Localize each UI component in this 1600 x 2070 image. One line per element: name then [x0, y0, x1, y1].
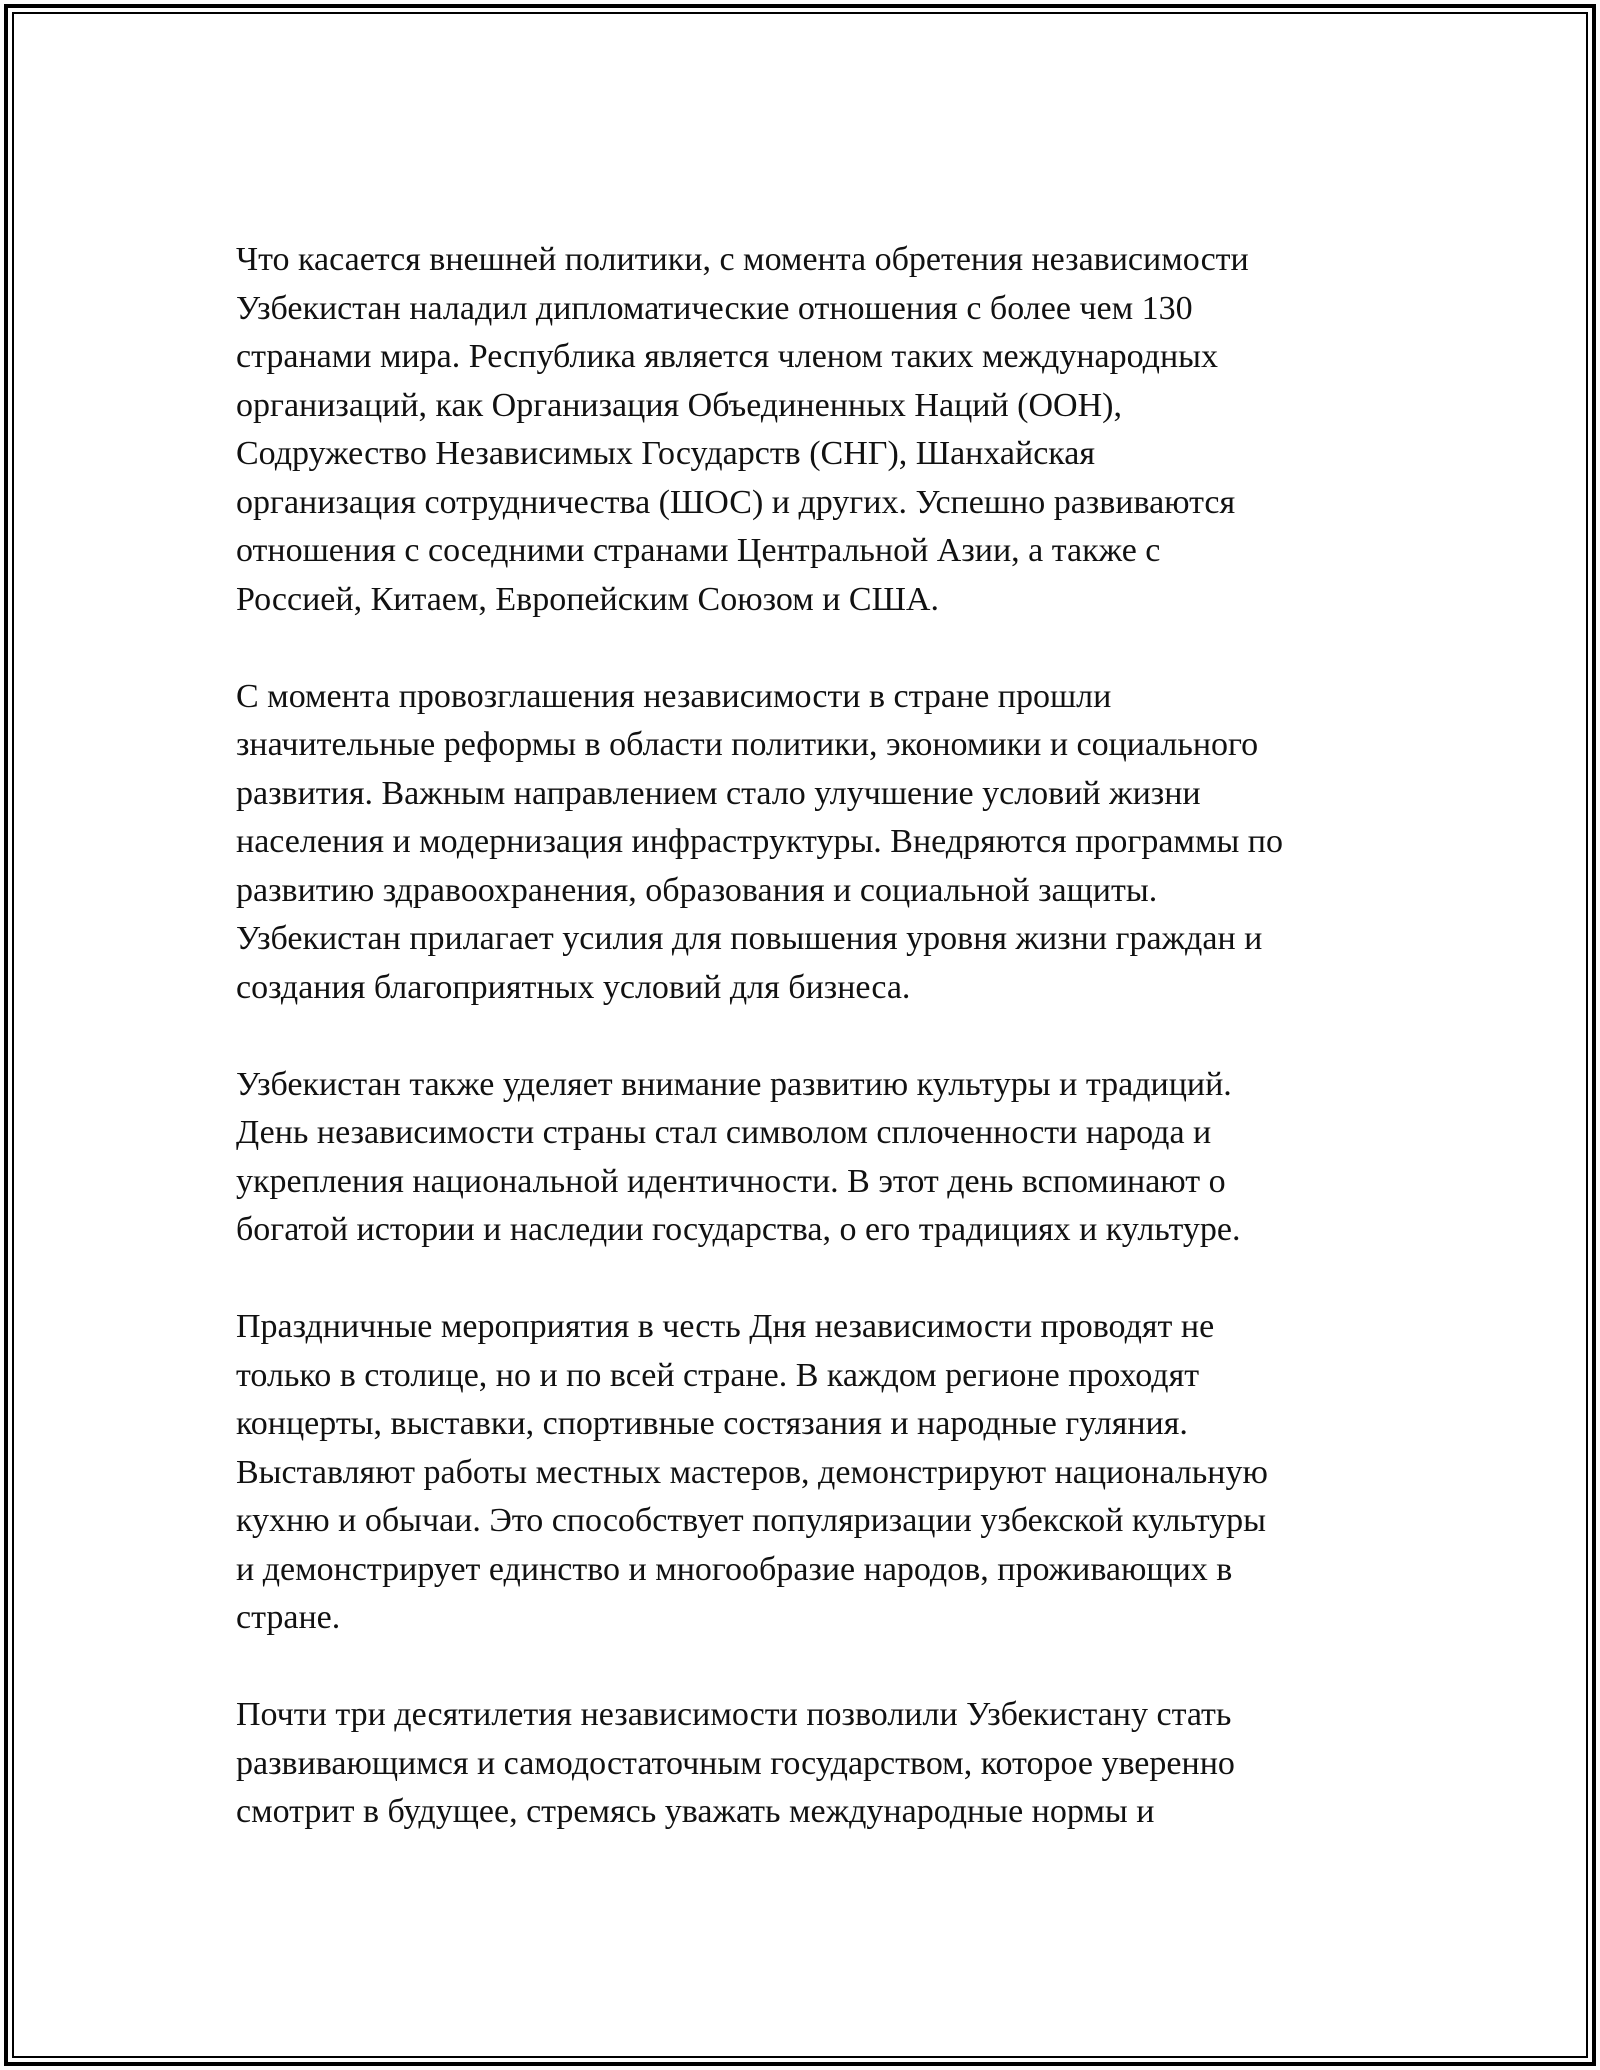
text-line: развитию здравоохранения, образования и социальной защиты. — [236, 871, 1158, 909]
text-line: День независимости страны стал символом сплоченности народа и — [236, 1114, 1212, 1151]
text-line: Содружество Независимых Государств (СНГ), Шанхайская — [236, 435, 1096, 472]
text-line: Узбекистан наладил дипломатические отношения с более чем 130 — [236, 289, 1193, 327]
text-line: кухню и обычаи. Это способствует популяризации узбекской культуры — [236, 1502, 1266, 1539]
text-line: Что касается внешней политики, с момента обретения независимости — [236, 241, 1249, 278]
text-line: создания благоприятных условий для бизнеса. — [236, 968, 911, 1006]
text-line: Узбекистан также уделяет внимание развитию культуры и традиций. — [236, 1065, 1232, 1103]
text-line: Почти три десятилетия независимости позволили Узбекистану стать — [236, 1696, 1232, 1733]
paragraph-future — [236, 1691, 1396, 1837]
text-line: Праздничные мероприятия в честь Дня независимости проводят не — [236, 1308, 1215, 1345]
text-line: только в столице, но и по всей стране. В каждом регионе проходят — [236, 1356, 1200, 1394]
paragraph-celebrations — [236, 1303, 1396, 1643]
text-line: организаций, как Организация Объединенных Наций (ООН), — [236, 386, 1122, 424]
text-line: укрепления национальной идентичности. В этот день вспоминают о — [236, 1162, 1226, 1200]
text-line: и демонстрирует единство и многообразие народов, проживающих в — [236, 1550, 1233, 1588]
document-body — [236, 236, 1396, 1885]
text-line: отношения с соседними странами Центральной Азии, а также с — [236, 532, 1161, 569]
text-line: развития. Важным направлением стало улучшение условий жизни — [236, 774, 1201, 812]
paragraph-reforms — [236, 673, 1396, 1013]
text-line: значительные реформы в области политики, экономики и социального — [236, 726, 1259, 763]
text-line: странами мира. Республика является членом таких международных — [236, 338, 1218, 375]
paragraph-foreign-policy — [236, 236, 1396, 624]
text-line: Выставляют работы местных мастеров, демонстрируют национальную — [236, 1453, 1268, 1491]
paragraph-culture — [236, 1061, 1396, 1255]
text-line: населения и модернизация инфраструктуры. Внедряются программы по — [236, 823, 1283, 860]
text-line: стране. — [236, 1599, 341, 1636]
text-line: С момента провозглашения независимости в стране прошли — [236, 677, 1112, 715]
text-line: Россией, Китаем, Европейским Союзом и США. — [236, 580, 939, 618]
text-line: концерты, выставки, спортивные состязания и народные гуляния. — [236, 1405, 1188, 1442]
text-line: развивающимся и самодостаточным государством, которое уверенно — [236, 1744, 1235, 1782]
text-line: Узбекистан прилагает усилия для повышения уровня жизни граждан и — [236, 920, 1263, 957]
text-line: организация сотрудничества (ШОС) и других. Успешно развиваются — [236, 483, 1236, 521]
text-line: богатой истории и наследии государства, о его традициях и культуре. — [236, 1211, 1241, 1248]
text-line: смотрит в будущее, стремясь уважать международные нормы и — [236, 1793, 1155, 1830]
